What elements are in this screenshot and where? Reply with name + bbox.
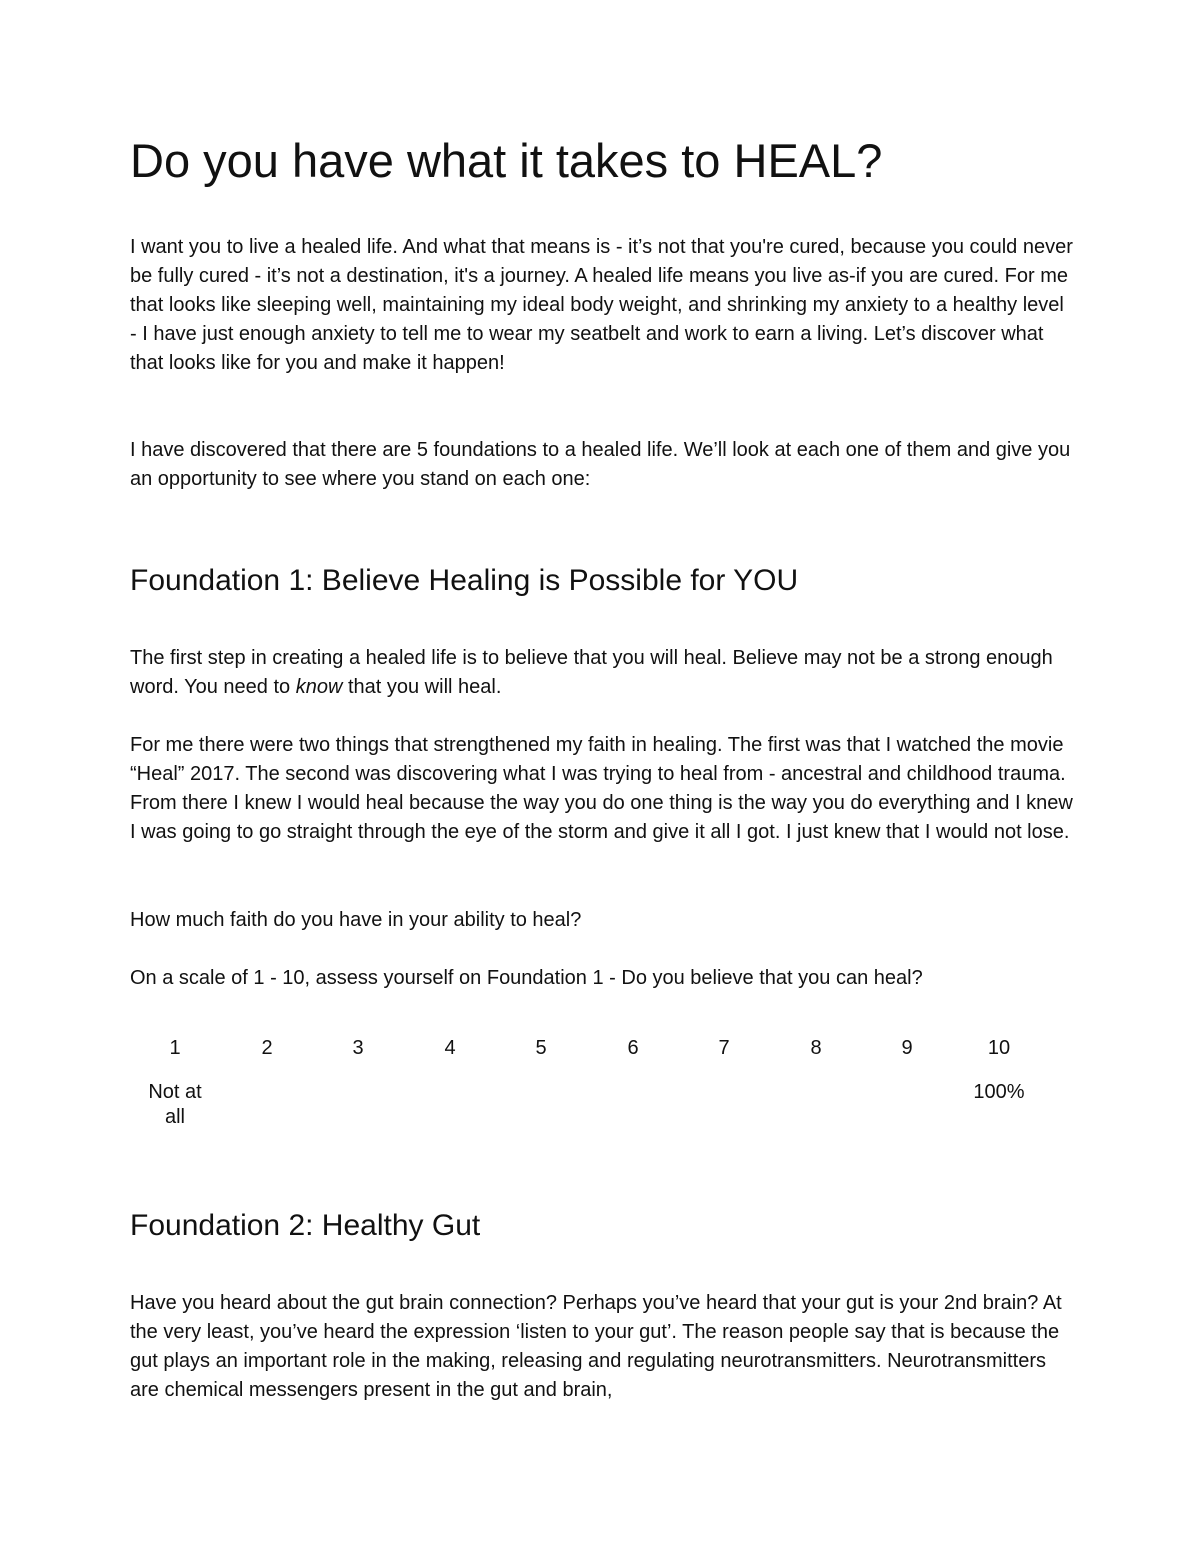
document-title: Do you have what it takes to HEAL? <box>130 134 883 187</box>
foundation-1-heading: Foundation 1: Believe Healing is Possible for YOU <box>130 564 799 597</box>
foundation-1-paragraph-2: For me there were two things that strengthened my faith in healing. The first was that I watched the movie “Heal” 2017. The second was discovering what I was trying to heal from - ancestral and childhood trauma. From there I knew I would heal because the way you do one thing is the way you do everything and I knew I was going to go straight through the eye of the storm and give it all I got. I just knew that I would not lose. <box>130 734 1073 843</box>
scale-value-3: 3 <box>352 1037 364 1059</box>
foundation-1-paragraph-1-text: The first step in creating a healed life is to believe that you will heal. Believe may not be a strong enough word. You need to <box>130 647 1053 698</box>
scale-value-1: 1 <box>169 1037 181 1059</box>
intro-paragraph-1: I want you to live a healed life. And what that means is - it’s not that you're cured, because you could never be fully cured - it’s not a destination, it's a journey. A healed life means you live as-if you are cured. For me that looks like sleeping well, maintaining my ideal body weight, and shrinking my anxiety to a healthy level - I have just enough anxiety to tell me to wear my seatbelt and work to earn a living. Let’s discover what that looks like for you and make it happen! <box>130 236 1073 374</box>
scale-value-6: 6 <box>627 1037 639 1059</box>
scale-value-5: 5 <box>535 1037 547 1059</box>
scale-value-8: 8 <box>810 1037 822 1059</box>
scale-value-9: 9 <box>901 1037 913 1059</box>
foundation-1-paragraph-1 <box>130 644 1075 702</box>
foundation-1-scale-prompt: On a scale of 1 - 10, assess yourself on Foundation 1 - Do you believe that you can heal? <box>130 967 923 989</box>
know-emphasis: know <box>295 676 343 698</box>
intro-paragraph-2: I have discovered that there are 5 foundations to a healed life. We’ll look at each one of them and give you an opportunity to see where you stand on each one: <box>130 439 1071 490</box>
scale-value-2: 2 <box>261 1037 273 1059</box>
scale-value-7: 7 <box>718 1037 730 1059</box>
scale-low-label: Not at all <box>148 1081 202 1128</box>
foundation-2-paragraph-1: Have you heard about the gut brain connection? Perhaps you’ve heard that your gut is your 2nd brain? At the very least, you’ve heard the expression ‘listen to your gut’. The reason people say that is because the gut plays an important role in the making, releasing and regulating neurotransmitters. Neurotransmitters are chemical messengers present in the gut and brain, <box>130 1292 1062 1401</box>
scale-value-4: 4 <box>444 1037 456 1059</box>
scale-value-10: 10 <box>987 1037 1011 1059</box>
foundation-1-question: How much faith do you have in your ability to heal? <box>130 909 582 931</box>
scale-high-label: 100% <box>973 1081 1025 1103</box>
foundation-2-heading: Foundation 2: Healthy Gut <box>130 1209 481 1242</box>
foundation-1-paragraph-1-end: that you will heal. <box>342 676 502 698</box>
